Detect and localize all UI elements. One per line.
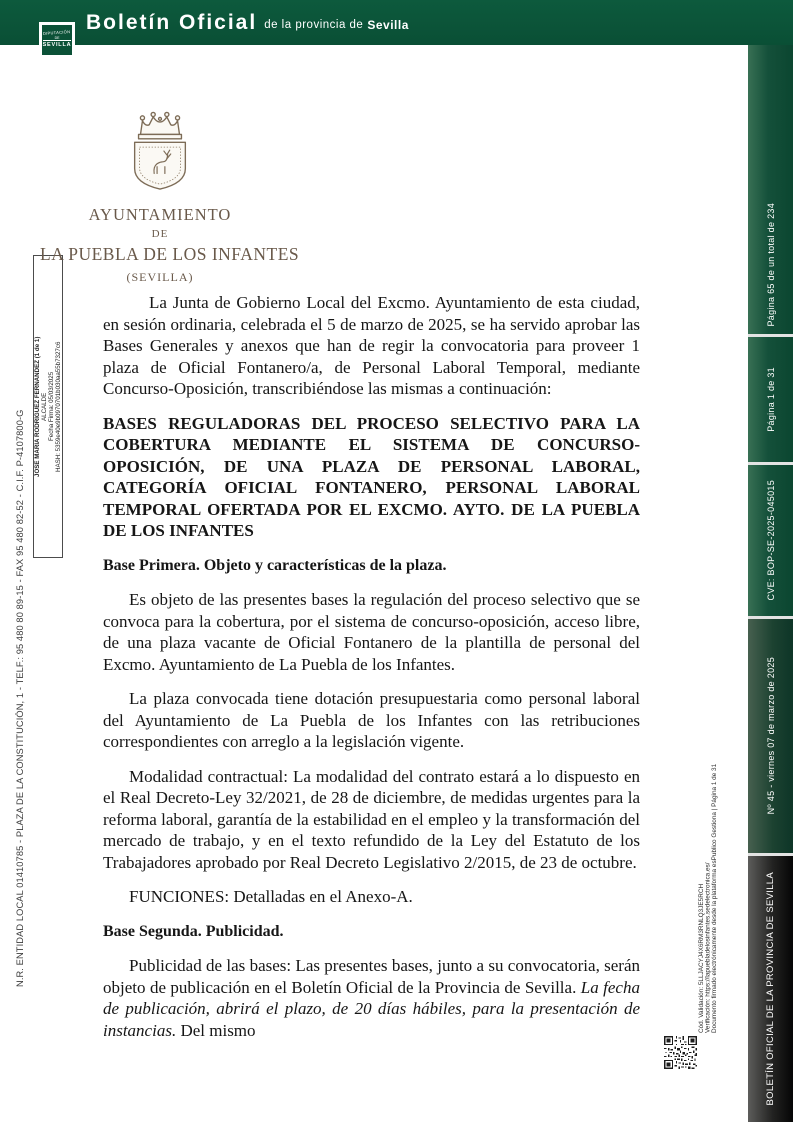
diputacion-logo-inner — [42, 25, 72, 55]
signature-stamp — [33, 255, 63, 558]
logo-text-de: DE — [54, 36, 60, 40]
document-body — [103, 292, 640, 1054]
masthead — [86, 0, 409, 45]
heading-bases-reguladoras: BASES REGULADORAS DEL PROCESO SELECTIVO PARA LA COBERTURA MEDIANTE EL SISTEMA DE CONCURSO-OPOSICIÓN, DE UNA PLAZA DE PERSONAL LABORAL, CATEGORÍA OFICIAL FONTANERO, PERSONAL LABORAL TEMPORAL OFERTADA POR EL EXCMO. AYTO. DE LA PUEBLA DE LOS INFANTES — [103, 413, 640, 540]
paragraph-funciones: FUNCIONES: Detalladas en el Anexo-A. — [129, 887, 413, 906]
validation-signed-line: Documento firmado electrónicamente desde la plataforma esPublico Gestiona | Página 1 de 31 — [710, 763, 718, 1033]
rail-segment-issue-date — [748, 619, 793, 853]
rail-label-bulletin-name: BOLETÍN OFICIAL DE LA PROVINCIA DE SEVILLA — [765, 872, 776, 1106]
publicidad-text: Publicidad de las bases: Las presentes bases, junto a su convocatoria, serán objeto de publicación en el Boletín Oficial de la Provincia de Sevilla. — [103, 956, 640, 997]
stamp-date: Fecha Firma: 05/03/2025 — [48, 371, 55, 442]
bulletin-subtitle-emph: Sevilla — [367, 17, 409, 32]
entity-registration-line: N.R. ENTIDAD LOCAL 01410785 - PLAZA DE LA CONSTITUCIÓN, 1 - TELF.: 95 480 80 89-15 - FAX 95 480 82-52 - C.I.F. P-4107800-G — [15, 409, 25, 987]
section-heading-base-segunda: Base Segunda. Publicidad. — [103, 922, 284, 940]
paragraph-intro: La Junta de Gobierno Local del Excmo. Ayuntamiento de esta ciudad, en sesión ordinaria, celebrada el 5 de marzo de 2025, se ha servido aprobar las Bases Generales y anexos que han de regir la convocatoria para proveer 1 plaza de Oficial Fontanero/a, de Personal Laboral Temporal, mediante Concurso-Oposición, transcribiéndose las mismas a continuación: — [103, 293, 640, 398]
stamp-role: ALCALDE — [41, 392, 48, 421]
rail-label-cve: CVE: BOP-SE-2025-045015 — [765, 480, 776, 601]
logo-text-diputacion: DIPUTACIÓN — [43, 29, 71, 37]
paragraph-publicidad — [103, 955, 640, 1041]
rail-label-issue-date: Nº 45 - viernes 07 de marzo de 2025 — [765, 657, 776, 815]
stamp-signer: JOSE MARIA RODRIGUEZ FERNANDEZ (1 de 1) — [34, 336, 41, 477]
bulletin-title: Boletín Oficial — [86, 10, 258, 34]
validation-code-line: Cód. Validación: 5LLJACYJ4X6RM3RNLQ3JE5RCH — [698, 883, 705, 1033]
publicidad-text-cont: Del mismo — [176, 1020, 256, 1040]
municipality-name-line3: LA PUEBLA DE LOS INFANTES — [40, 244, 300, 264]
rail-segment-cve — [748, 465, 793, 616]
rail-segment-page-of-doc — [748, 337, 793, 462]
municipality-name-line1: AYUNTAMIENTO — [88, 205, 232, 224]
municipality-name-line2: DE — [151, 228, 169, 240]
rail-label-page-of-total: Página 65 de un total de 234 — [765, 202, 776, 326]
municipality-header — [40, 108, 300, 285]
rail-segment-bulletin-name — [748, 856, 793, 1122]
validation-footer — [699, 685, 718, 1033]
section-heading-base-primera: Base Primera. Objeto y características de la plaza. — [103, 556, 447, 574]
paragraph-objeto: Es objeto de las presentes bases la regulación del proceso selectivo que se convoca para la cobertura, por el sistema de concurso-oposición, acceso libre, de una plaza vacante de Oficial Fontanero de la plantilla de personal del Excmo. Ayuntamiento de La Puebla de los Infantes. — [103, 590, 640, 674]
rail-label-page-of-doc: Página 1 de 31 — [765, 367, 776, 432]
paragraph-modalidad: Modalidad contractual: La modalidad del contrato estará a lo dispuesto en el Real Decreto-Ley 32/2021, de 28 de diciembre, de medidas urgentes para la reforma laboral, garantía de la estabilidad en el empleo y la transformación del mercado de trabajo, y en el texto refundido de la Ley del Estatuto de los Trabajadores aprobado por Real Decreto Legislativo 2/2015, de 23 de octubre. — [103, 766, 640, 872]
logo-text-sevilla: SEVILLA — [42, 42, 72, 49]
signature-stamp-content — [34, 256, 62, 557]
coat-of-arms — [121, 108, 199, 198]
validation-url-line: Verificación: https://lapuebladelosinfantes.sedelectronica.es/ — [704, 862, 712, 1033]
right-rail — [748, 45, 793, 1122]
rail-segment-page-of-total — [748, 45, 793, 334]
bulletin-subtitle: de la provincia de — [264, 18, 364, 31]
stamp-hash: HASH: 5359e40e9b0970701b030aa55b7327c6 — [55, 341, 62, 472]
paragraph-dotacion: La plaza convocada tiene dotación presupuestaria como personal laboral del Ayuntamiento de La Puebla de los Infantes con las retribuciones correspondientes con arreglo a la legislación vigente. — [103, 689, 640, 751]
diputacion-sevilla-logo — [39, 22, 75, 58]
header-bar — [0, 0, 793, 45]
qr-code — [664, 1036, 697, 1069]
municipality-province: (SEVILLA) — [126, 270, 194, 284]
publicidad-italic-text: La fecha de publicación, abrirá el plazo, de 20 días hábiles, para la presentación de instancias. — [103, 977, 640, 1040]
